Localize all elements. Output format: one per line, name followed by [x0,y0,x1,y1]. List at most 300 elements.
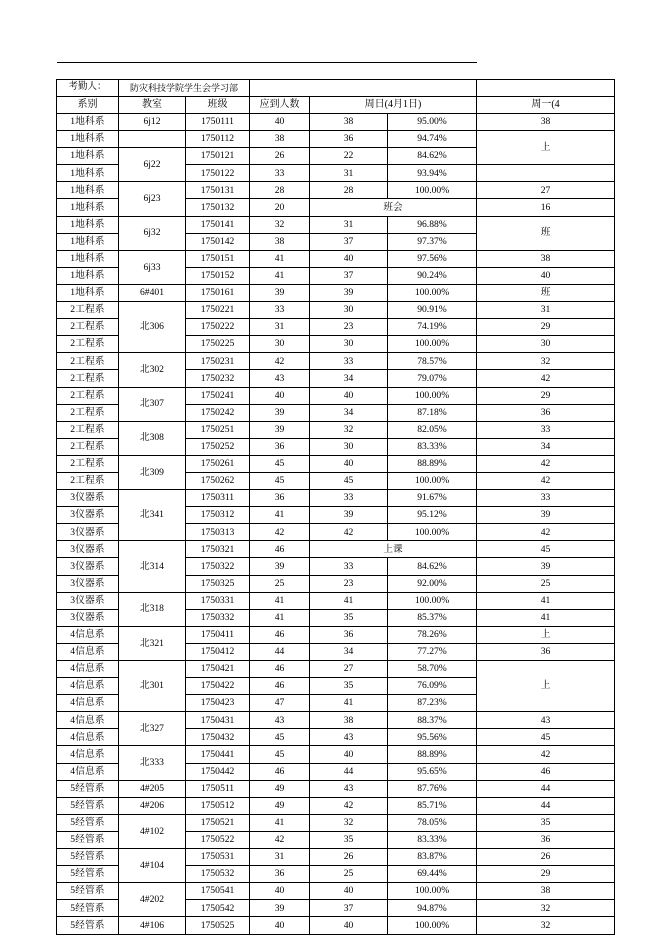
cell-sunday-actual: 37 [310,233,388,250]
cell-room: 北333 [119,746,186,780]
cell-expected: 41 [250,507,310,524]
cell-sunday-percent: 93.94% [388,165,477,182]
cell-monday-actual: 42 [477,455,615,472]
cell-class: 1750131 [186,182,250,199]
cell-sunday-actual: 41 [310,592,388,609]
cell-monday-actual: 29 [477,319,615,336]
cell-monday-actual: 34 [477,438,615,455]
cell-department: 1地科系 [57,216,119,233]
cell-sunday-percent: 88.89% [388,746,477,763]
cell-department: 4信息系 [57,626,119,643]
cell-department: 1地科系 [57,284,119,301]
cell-expected: 30 [250,336,310,353]
cell-department: 4信息系 [57,712,119,729]
cell-expected: 41 [250,592,310,609]
cell-department: 2工程系 [57,438,119,455]
cell-monday-actual: 45 [477,729,615,746]
cell-sunday-percent: 83.87% [388,849,477,866]
cell-expected: 49 [250,780,310,797]
cell-sunday-actual: 40 [310,455,388,472]
cell-department: 4信息系 [57,678,119,695]
cell-room: 北301 [119,661,186,712]
cell-class: 1750112 [186,131,250,148]
cell-class: 1750161 [186,284,250,301]
cell-monday-actual: 32 [477,900,615,917]
cell-monday-actual: 33 [477,490,615,507]
cell-sunday-percent: 85.37% [388,609,477,626]
cell-monday-actual: 31 [477,302,615,319]
cell-sunday-percent: 95.56% [388,729,477,746]
cell-expected: 39 [250,900,310,917]
cell-sunday-actual: 40 [310,387,388,404]
cell-expected: 46 [250,661,310,678]
cell-expected: 32 [250,216,310,233]
cell-department: 5经管系 [57,831,119,848]
cell-monday-actual: 27 [477,182,615,199]
cell-sunday-actual: 38 [310,712,388,729]
cell-monday-actual: 39 [477,558,615,575]
cell-room: 北321 [119,626,186,660]
cell-class: 1750531 [186,849,250,866]
cell-department: 5经管系 [57,797,119,814]
cell-monday-actual: 45 [477,541,615,558]
cell-expected: 38 [250,131,310,148]
cell-monday-note: 上 [477,626,615,643]
table-row [57,216,615,233]
cell-class: 1750222 [186,319,250,336]
cell-room: 北307 [119,387,186,421]
cell-expected: 33 [250,165,310,182]
table-row [57,746,615,763]
cell-monday-actual: 43 [477,712,615,729]
recorder-value: 防灾科技学院学生会学习部 [119,80,250,97]
cell-sunday-percent: 94.87% [388,900,477,917]
cell-expected: 42 [250,524,310,541]
cell-room: 北308 [119,421,186,455]
cell-sunday-actual: 40 [310,883,388,900]
cell-department: 3仪器系 [57,507,119,524]
col-header-monday-group: 周一(4 [477,97,615,114]
cell-sunday-percent: 88.37% [388,712,477,729]
cell-sunday-actual: 31 [310,165,388,182]
cell-sunday-percent: 78.26% [388,626,477,643]
cell-class: 1750411 [186,626,250,643]
cell-sunday-actual: 22 [310,148,388,165]
cell-sunday-percent: 100.00% [388,336,477,353]
cell-class: 1750321 [186,541,250,558]
cell-room: 6j32 [119,216,186,250]
cell-sunday-actual: 37 [310,267,388,284]
cell-sunday-actual: 23 [310,575,388,592]
cell-monday-actual: 44 [477,797,615,814]
column-header-row [57,97,615,114]
cell-room: 北314 [119,541,186,592]
cell-class: 1750262 [186,472,250,489]
cell-class: 1750261 [186,455,250,472]
cell-sunday-percent: 100.00% [388,524,477,541]
cell-sunday-actual: 35 [310,609,388,626]
table-row [57,421,615,438]
cell-sunday-percent: 74.19% [388,319,477,336]
cell-class: 1750521 [186,814,250,831]
cell-class: 1750142 [186,233,250,250]
cell-class: 1750541 [186,883,250,900]
cell-sunday-percent: 90.24% [388,267,477,284]
table-row [57,626,615,643]
cell-room: 4#104 [119,849,186,883]
recorder-edge [477,80,615,97]
cell-expected: 39 [250,421,310,438]
cell-expected: 46 [250,763,310,780]
cell-sunday-percent: 100.00% [388,883,477,900]
recorder-row [57,80,615,97]
cell-expected: 36 [250,866,310,883]
cell-monday-note: 上 [477,661,615,712]
cell-monday-actual: 38 [477,883,615,900]
cell-monday-actual: 25 [477,575,615,592]
cell-expected: 44 [250,643,310,660]
cell-sunday-percent: 97.37% [388,233,477,250]
table-row [57,490,615,507]
col-header-dept: 系别 [57,97,119,114]
table-row [57,883,615,900]
cell-department: 2工程系 [57,353,119,370]
cell-class: 1750132 [186,199,250,216]
cell-sunday-percent: 79.07% [388,370,477,387]
cell-sunday-actual: 31 [310,216,388,233]
cell-department: 1地科系 [57,148,119,165]
cell-class: 1750332 [186,609,250,626]
cell-sunday-actual: 43 [310,729,388,746]
cell-department: 1地科系 [57,199,119,216]
table-row [57,917,615,934]
printed-page [56,62,614,935]
cell-monday-actual: 41 [477,592,615,609]
cell-department: 3仪器系 [57,592,119,609]
table-row [57,250,615,267]
cell-sunday-actual: 43 [310,780,388,797]
cell-sunday-actual: 35 [310,831,388,848]
cell-expected: 31 [250,849,310,866]
cell-monday-actual: 32 [477,353,615,370]
cell-department: 4信息系 [57,729,119,746]
cell-sunday-percent: 85.71% [388,797,477,814]
table-row [57,797,615,814]
cell-sunday-actual: 30 [310,302,388,319]
cell-sunday-percent: 90.91% [388,302,477,319]
cell-sunday-actual: 30 [310,438,388,455]
cell-expected: 41 [250,250,310,267]
cell-sunday-actual: 34 [310,404,388,421]
cell-sunday-percent: 84.62% [388,148,477,165]
cell-monday-note: 上 [477,131,615,165]
cell-department: 1地科系 [57,131,119,148]
table-row [57,814,615,831]
cell-sunday-percent: 83.33% [388,438,477,455]
cell-sunday-percent: 95.65% [388,763,477,780]
cell-class: 1750421 [186,661,250,678]
cell-class: 1750432 [186,729,250,746]
cell-sunday-percent: 69.44% [388,866,477,883]
cell-room: 6j23 [119,182,186,216]
cell-department: 2工程系 [57,472,119,489]
recorder-label: 考勤人： [57,80,119,97]
recorder-filler [250,80,477,97]
cell-room: 北327 [119,712,186,746]
table-row [57,661,615,678]
cell-sunday-actual: 36 [310,131,388,148]
cell-sunday-percent: 100.00% [388,387,477,404]
cell-sunday-actual: 27 [310,661,388,678]
cell-sunday-actual: 36 [310,626,388,643]
cell-monday-actual: 30 [477,336,615,353]
table-row [57,182,615,199]
cell-monday-note: 班 [477,216,615,250]
cell-monday-actual: 26 [477,849,615,866]
cell-sunday-percent: 100.00% [388,592,477,609]
cell-monday-actual: 29 [477,387,615,404]
cell-expected: 40 [250,883,310,900]
cell-class: 1750122 [186,165,250,182]
cell-monday-actual [477,165,615,182]
cell-expected: 43 [250,712,310,729]
cell-sunday-percent: 88.89% [388,455,477,472]
cell-class: 1750511 [186,780,250,797]
cell-sunday-actual: 37 [310,900,388,917]
cell-expected: 26 [250,148,310,165]
cell-sunday-percent: 91.67% [388,490,477,507]
cell-class: 1750431 [186,712,250,729]
cell-sunday-actual: 40 [310,746,388,763]
cell-expected: 39 [250,558,310,575]
cell-expected: 39 [250,404,310,421]
cell-department: 5经管系 [57,866,119,883]
col-header-expected: 应到人数 [250,97,310,114]
table-row [57,387,615,404]
cell-expected: 41 [250,267,310,284]
cell-expected: 36 [250,490,310,507]
cell-department: 1地科系 [57,233,119,250]
cell-sunday-actual: 39 [310,284,388,301]
table-row [57,353,615,370]
cell-sunday-percent: 84.62% [388,558,477,575]
cell-room: 6j33 [119,250,186,284]
cell-room: 4#106 [119,917,186,934]
cell-class: 1750542 [186,900,250,917]
cell-sunday-percent: 87.23% [388,695,477,712]
cell-class: 1750412 [186,643,250,660]
cell-expected: 45 [250,472,310,489]
cell-monday-actual: 35 [477,814,615,831]
table-row [57,114,615,131]
cell-room: 北318 [119,592,186,626]
table-row [57,592,615,609]
cell-department: 5经管系 [57,849,119,866]
cell-department: 2工程系 [57,387,119,404]
cell-class: 1750325 [186,575,250,592]
table-body [57,63,615,935]
cell-expected: 40 [250,387,310,404]
cell-monday-actual: 46 [477,763,615,780]
cell-sunday-actual: 23 [310,319,388,336]
cell-sunday-actual: 35 [310,678,388,695]
cell-sunday-actual: 38 [310,114,388,131]
cell-sunday-actual: 32 [310,814,388,831]
cell-expected: 42 [250,353,310,370]
cell-sunday-percent: 100.00% [388,472,477,489]
cell-room: 北306 [119,302,186,353]
cell-room: 6j22 [119,148,186,182]
cell-class: 1750441 [186,746,250,763]
cell-class: 1750532 [186,866,250,883]
attendance-table [56,62,615,935]
cell-sunday-actual: 39 [310,507,388,524]
cell-sunday-percent: 58.70% [388,661,477,678]
cell-class: 1750151 [186,250,250,267]
cell-expected: 45 [250,729,310,746]
cell-room: 4#102 [119,814,186,848]
cell-department: 2工程系 [57,370,119,387]
cell-sunday-actual: 41 [310,695,388,712]
cell-expected: 41 [250,814,310,831]
cell-sunday-actual: 26 [310,849,388,866]
cell-sunday-percent: 100.00% [388,182,477,199]
cell-monday-actual: 29 [477,866,615,883]
cell-monday-actual: 36 [477,831,615,848]
cell-sunday-actual: 28 [310,182,388,199]
cell-expected: 40 [250,917,310,934]
cell-sunday-actual: 34 [310,643,388,660]
cell-expected: 46 [250,626,310,643]
cell-room: 4#206 [119,797,186,814]
table-row [57,712,615,729]
cell-class: 1750121 [186,148,250,165]
col-header-sunday-group: 周日(4月1日) [310,97,477,114]
cell-expected: 25 [250,575,310,592]
cell-class: 1750241 [186,387,250,404]
cell-department: 3仪器系 [57,524,119,541]
cell-expected: 33 [250,302,310,319]
cell-sunday-percent: 76.09% [388,678,477,695]
cell-department: 3仪器系 [57,490,119,507]
cell-expected: 45 [250,746,310,763]
cell-expected: 28 [250,182,310,199]
cell-department: 3仪器系 [57,558,119,575]
cell-sunday-percent: 100.00% [388,917,477,934]
cell-monday-actual: 16 [477,199,615,216]
cell-expected: 31 [250,319,310,336]
cell-class: 1750525 [186,917,250,934]
table-row [57,455,615,472]
cell-sunday-percent: 87.76% [388,780,477,797]
cell-expected: 46 [250,678,310,695]
cell-monday-actual: 42 [477,746,615,763]
col-header-room: 教室 [119,97,186,114]
cell-department: 3仪器系 [57,609,119,626]
cell-sunday-percent: 95.00% [388,114,477,131]
cell-class: 1750442 [186,763,250,780]
sheet-top-rule [57,63,615,80]
cell-class: 1750423 [186,695,250,712]
table-row [57,131,615,148]
cell-sunday-actual: 30 [310,336,388,353]
cell-class: 1750231 [186,353,250,370]
cell-sunday-percent: 96.88% [388,216,477,233]
cell-class: 1750242 [186,404,250,421]
cell-sunday-percent: 87.18% [388,404,477,421]
cell-department: 1地科系 [57,114,119,131]
cell-sunday-actual: 33 [310,490,388,507]
cell-expected: 42 [250,831,310,848]
cell-department: 4信息系 [57,661,119,678]
cell-sunday-actual: 34 [310,370,388,387]
cell-room [119,131,186,148]
cell-class: 1750152 [186,267,250,284]
cell-department: 2工程系 [57,421,119,438]
cell-expected: 40 [250,114,310,131]
cell-department: 5经管系 [57,900,119,917]
cell-sunday-actual: 32 [310,421,388,438]
cell-expected: 39 [250,284,310,301]
cell-monday-actual: 36 [477,404,615,421]
cell-department: 3仪器系 [57,575,119,592]
cell-sunday-percent: 92.00% [388,575,477,592]
cell-room: 4#202 [119,883,186,917]
cell-department: 2工程系 [57,455,119,472]
cell-sunday-actual: 40 [310,917,388,934]
cell-department: 4信息系 [57,643,119,660]
cell-sunday-actual: 33 [310,353,388,370]
cell-expected: 43 [250,370,310,387]
cell-class: 1750311 [186,490,250,507]
col-header-class: 班级 [186,97,250,114]
cell-sunday-percent: 78.05% [388,814,477,831]
cell-sunday-percent: 95.12% [388,507,477,524]
top-rule-cell [57,63,477,80]
cell-sunday-note: 班会 [310,199,477,216]
cell-class: 1750141 [186,216,250,233]
cell-department: 1地科系 [57,267,119,284]
cell-room: 北341 [119,490,186,541]
cell-department: 2工程系 [57,302,119,319]
cell-monday-actual: 41 [477,609,615,626]
cell-class: 1750232 [186,370,250,387]
cell-sunday-actual: 42 [310,797,388,814]
cell-expected: 36 [250,438,310,455]
cell-monday-actual: 38 [477,250,615,267]
cell-department: 1地科系 [57,250,119,267]
cell-monday-actual: 36 [477,643,615,660]
cell-class: 1750252 [186,438,250,455]
cell-room: 北309 [119,455,186,489]
cell-expected: 49 [250,797,310,814]
cell-department: 5经管系 [57,780,119,797]
cell-sunday-actual: 33 [310,558,388,575]
cell-sunday-actual: 40 [310,250,388,267]
cell-class: 1750225 [186,336,250,353]
cell-class: 1750221 [186,302,250,319]
cell-sunday-percent: 100.00% [388,284,477,301]
cell-class: 1750111 [186,114,250,131]
cell-sunday-actual: 42 [310,524,388,541]
cell-sunday-percent: 78.57% [388,353,477,370]
cell-room: 4#205 [119,780,186,797]
cell-department: 5经管系 [57,917,119,934]
cell-monday-actual: 40 [477,267,615,284]
table-row [57,849,615,866]
cell-sunday-percent: 94.74% [388,131,477,148]
cell-department: 5经管系 [57,883,119,900]
